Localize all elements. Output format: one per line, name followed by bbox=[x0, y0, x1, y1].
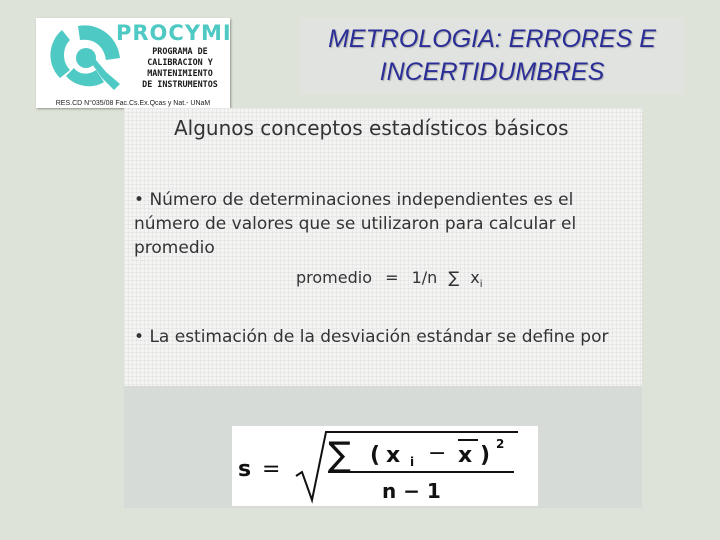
bullet-item bbox=[134, 325, 634, 349]
sum-symbol: ∑ bbox=[448, 268, 460, 287]
denominator: n − 1 bbox=[382, 479, 441, 503]
formula-variable: x bbox=[470, 268, 480, 287]
exponent: 2 bbox=[496, 437, 505, 451]
bullet-text: Número de determinaciones independientes es el número de valores que se utilizaron para calcular el promedio bbox=[134, 190, 577, 258]
logo-line: DE INSTRUMENTOS bbox=[142, 79, 218, 89]
logo-program-text bbox=[133, 46, 227, 90]
logo-line: MANTENIMIENTO bbox=[147, 68, 213, 78]
bullet-icon: • bbox=[134, 327, 145, 347]
subscript-i: i bbox=[410, 455, 415, 469]
sum-symbol: ∑ bbox=[328, 435, 351, 475]
logo-brand: PROCYMI bbox=[116, 21, 232, 45]
formula-lhs: promedio bbox=[296, 268, 372, 287]
logo-resolution: RES.CD N°035/08 Fac.Cs.Ex.Qcas y Nat.- UNaM bbox=[55, 100, 211, 107]
close-paren: ) bbox=[480, 443, 491, 468]
logo-line: CALIBRACION Y bbox=[147, 57, 213, 67]
formula-equals: = bbox=[385, 268, 399, 287]
formula-equals: = bbox=[262, 457, 281, 482]
title-line-2: INCERTIDUMBRES bbox=[379, 58, 605, 86]
bullet-icon: • bbox=[134, 190, 145, 210]
formula-subscript: i bbox=[479, 279, 483, 291]
logo-line: PROGRAMA DE bbox=[152, 46, 208, 56]
formula-fraction: 1/n bbox=[411, 268, 438, 287]
calibration-logo-icon bbox=[40, 20, 126, 98]
x-mean: x bbox=[458, 443, 473, 468]
page-title bbox=[300, 18, 684, 94]
average-formula bbox=[296, 268, 483, 290]
bullet-item bbox=[134, 188, 634, 260]
x-variable: x bbox=[386, 443, 401, 468]
bullet-text: La estimación de la desviación estándar se define por bbox=[149, 327, 609, 347]
procymi-logo bbox=[36, 18, 230, 108]
title-line-1: METROLOGIA: ERRORES E bbox=[328, 25, 656, 53]
minus-sign: − bbox=[428, 441, 447, 466]
std-dev-formula bbox=[232, 426, 538, 506]
slide-heading: Algunos conceptos estadísticos básicos bbox=[174, 116, 569, 140]
open-paren: ( bbox=[370, 443, 381, 468]
std-dev-formula-graphic bbox=[232, 426, 538, 506]
slide-content bbox=[124, 108, 642, 386]
formula-lhs: s bbox=[238, 457, 252, 482]
